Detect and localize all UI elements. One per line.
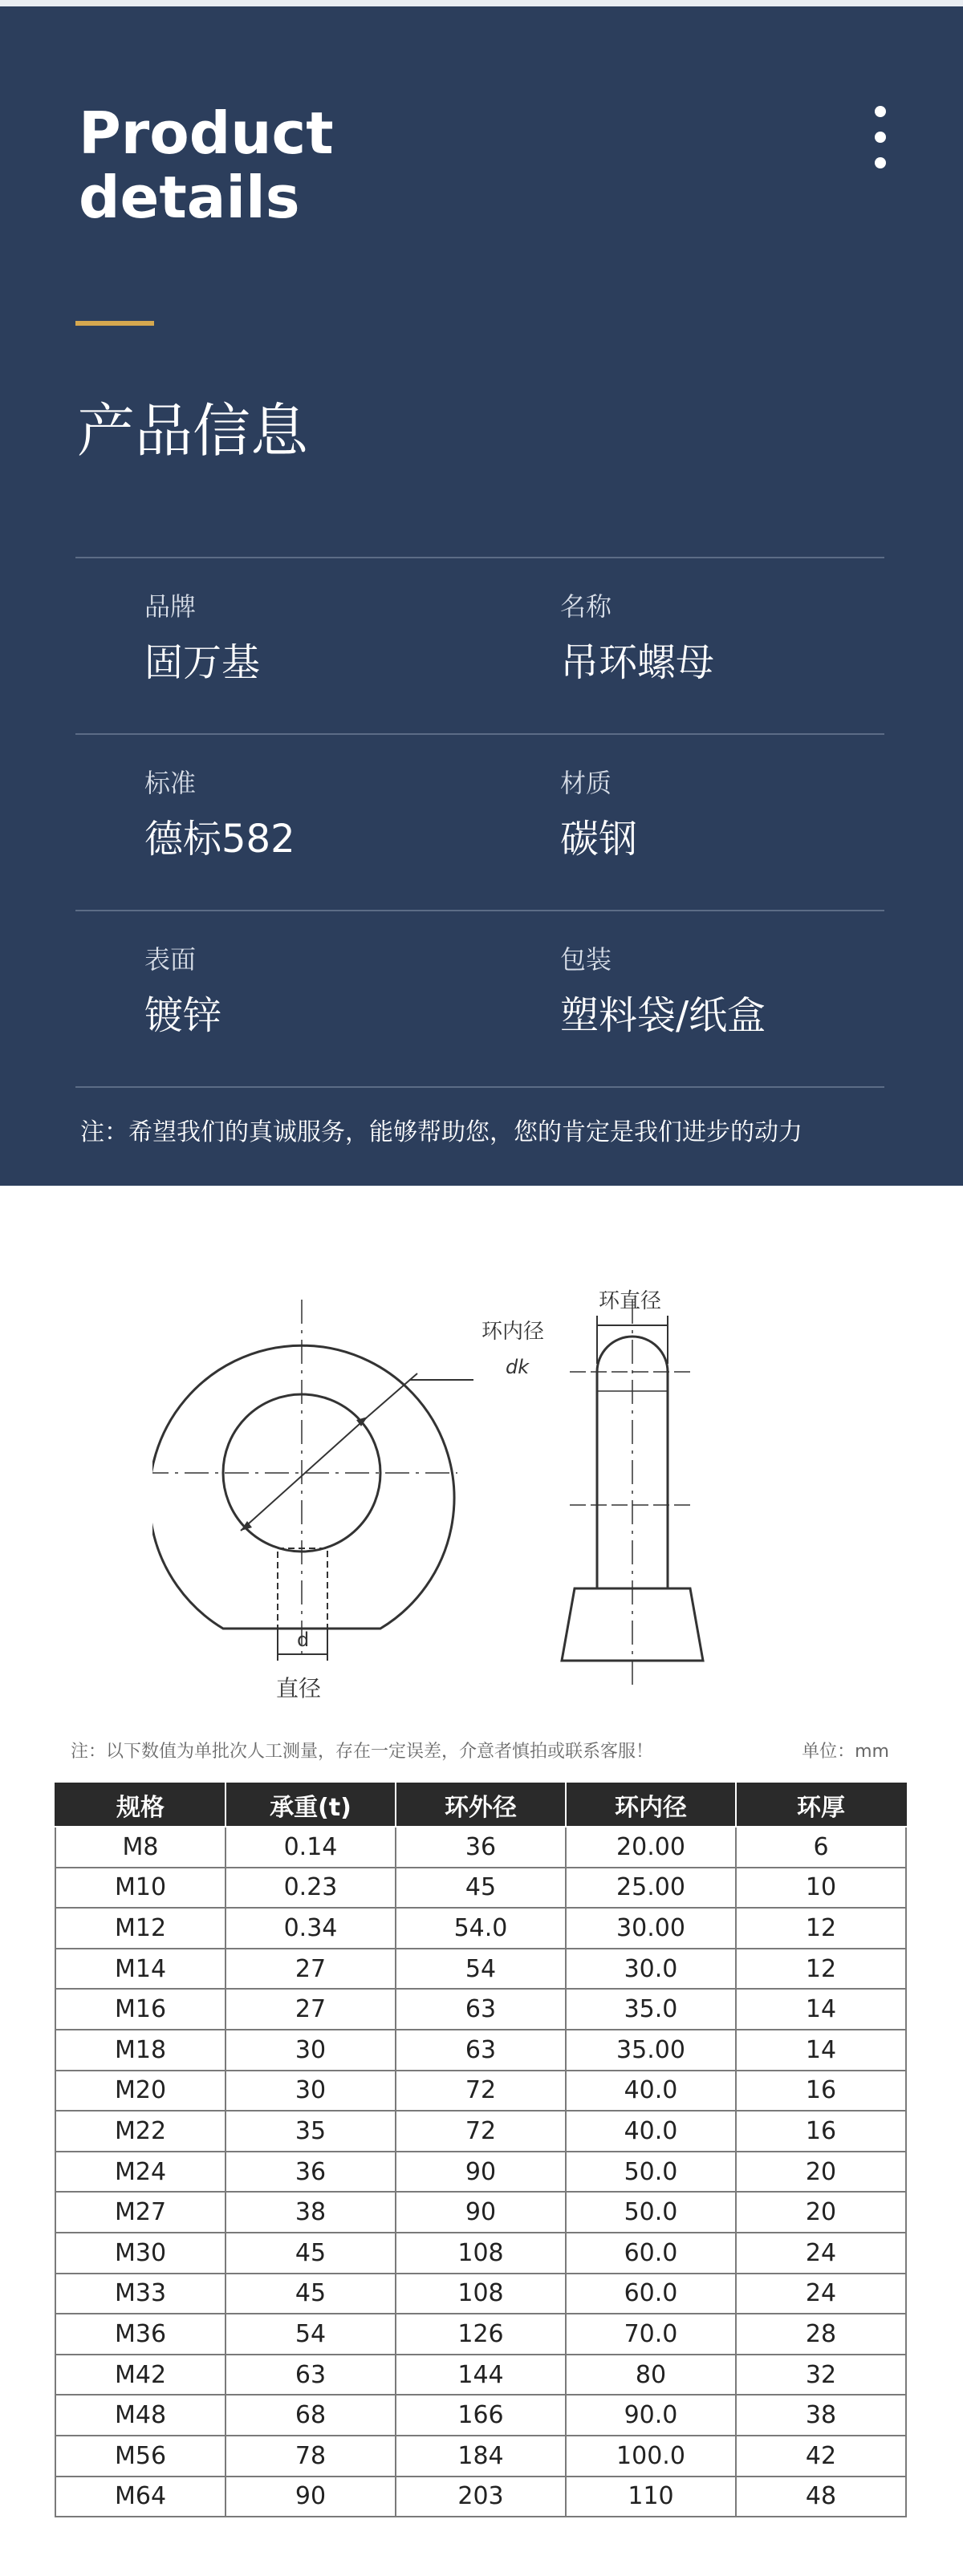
table-cell: M27 [55,2192,226,2233]
table-cell: M12 [55,1908,226,1949]
table-cell: 144 [396,2355,566,2395]
table-cell: 100.0 [566,2436,736,2477]
table-cell: 63 [396,2030,566,2071]
table-row [55,2274,906,2314]
label-d: d [297,1629,310,1651]
table-cell: 126 [396,2314,566,2355]
label-diameter: 直径 [276,1675,322,1702]
table-row [55,1827,906,1868]
table-row [55,2233,906,2274]
table-cell: 30 [226,2030,396,2071]
table-cell: 45 [226,2233,396,2274]
table-header-cell: 环外径 [396,1783,566,1827]
table-cell: 16 [736,2111,906,2152]
table-row [55,1949,906,1990]
size-spec-table [55,1783,907,2517]
hero-title [79,101,560,229]
table-cell: M36 [55,2314,226,2355]
accent-divider [75,321,154,326]
spec-value: 碳钢 [560,817,638,862]
table-cell: 108 [396,2274,566,2314]
table-cell: 40.0 [566,2111,736,2152]
table-cell: 24 [736,2274,906,2314]
table-header-cell: 规格 [55,1783,226,1827]
table-row [55,1989,906,2030]
spec-row [75,733,884,910]
table-body [55,1827,906,2517]
table-row [55,2030,906,2071]
table-cell: 38 [226,2192,396,2233]
spec-standard [144,767,295,863]
table-cell: M10 [55,1868,226,1909]
spec-brand [144,590,260,687]
measurement-note [71,1738,889,1767]
spec-value: 吊环螺母 [560,640,715,685]
table-cell: 0.23 [226,1868,396,1909]
table-cell: 72 [396,2071,566,2112]
table-cell: 24 [736,2233,906,2274]
table-cell: 54.0 [396,1908,566,1949]
spec-value: 固万基 [144,640,261,685]
table-cell: 78 [226,2436,396,2477]
table-cell: 60.0 [566,2274,736,2314]
table-cell: 20 [736,2152,906,2193]
unit-label: 单位：mm [802,1742,889,1762]
table-cell: 14 [736,2030,906,2071]
table-cell: M14 [55,1949,226,1990]
table-cell: 35 [226,2111,396,2152]
product-details-banner [0,0,963,1186]
spec-row [75,557,884,733]
table-header-cell: 环厚 [736,1783,906,1827]
table-cell: M22 [55,2111,226,2152]
table-cell: 42 [736,2436,906,2477]
table-cell: 63 [226,2355,396,2395]
table-cell: 36 [226,2152,396,2193]
table-cell: M16 [55,1989,226,2030]
table-row [55,2436,906,2477]
table-row [55,1868,906,1909]
table-cell: 30.0 [566,1949,736,1990]
table-cell: M20 [55,2071,226,2112]
table-cell: 50.0 [566,2192,736,2233]
table-cell: 63 [396,1989,566,2030]
table-cell: 48 [736,2477,906,2517]
service-note: 注：希望我们的真诚服务，能够帮助您，您的肯定是我们进步的动力 [80,1118,802,1146]
spec-label: 材质 [560,768,612,798]
table-row [55,2111,906,2152]
table-cell: 166 [396,2395,566,2436]
spec-value: 镀锌 [144,993,222,1038]
table-cell: M18 [55,2030,226,2071]
table-cell: 110 [566,2477,736,2517]
table-cell: 184 [396,2436,566,2477]
table-row [55,1908,906,1949]
table-cell: 90.0 [566,2395,736,2436]
table-cell: 35.0 [566,1989,736,2030]
table-header-cell: 承重(t) [226,1783,396,1827]
table-cell: 80 [566,2355,736,2395]
table-cell: 30.00 [566,1908,736,1949]
table-cell: 27 [226,1949,396,1990]
table-cell: 203 [396,2477,566,2517]
table-cell: M24 [55,2152,226,2193]
outer-ring [152,1345,454,1629]
table-cell: 10 [736,1868,906,1909]
spec-name [560,590,714,687]
section-title: 产品信息 [77,397,309,464]
table-cell: 20.00 [566,1827,736,1868]
table-cell: 36 [396,1827,566,1868]
spec-material [560,767,637,863]
table-cell: 0.14 [226,1827,396,1868]
table-cell: M42 [55,2355,226,2395]
table-header-row [55,1783,906,1827]
table-row [55,2355,906,2395]
table-cell: 45 [226,2274,396,2314]
label-inner-diameter: 环内径 [482,1320,545,1344]
table-cell: 0.34 [226,1908,396,1949]
spec-label: 包装 [560,944,612,975]
table-cell: 40.0 [566,2071,736,2112]
table-cell: M56 [55,2436,226,2477]
table-header-cell: 环内径 [566,1783,736,1827]
spec-surface [144,943,221,1040]
spec-grid [75,557,884,1088]
spec-label: 名称 [560,591,612,622]
table-cell: 14 [736,1989,906,2030]
spec-value: 塑料袋/纸盒 [560,993,766,1038]
table-cell: 32 [736,2355,906,2395]
table-cell: 30 [226,2071,396,2112]
table-cell: 27 [226,1989,396,2030]
table-cell: 45 [396,1868,566,1909]
table-cell: 12 [736,1949,906,1990]
table-row [55,2395,906,2436]
table-cell: 54 [226,2314,396,2355]
thread-shank [278,1548,327,1629]
table-cell: 38 [736,2395,906,2436]
table-cell: M8 [55,1827,226,1868]
label-ring-diameter: 环直径 [599,1289,662,1313]
table-cell: 16 [736,2071,906,2112]
more-menu-icon[interactable] [865,103,897,175]
spec-label: 标准 [144,768,197,798]
table-row [55,2192,906,2233]
table-cell: 50.0 [566,2152,736,2193]
table-cell: 68 [226,2395,396,2436]
table-cell: 90 [396,2192,566,2233]
spec-label: 表面 [144,944,197,975]
table-cell: 70.0 [566,2314,736,2355]
spec-label: 品牌 [144,591,197,622]
table-cell: 60.0 [566,2233,736,2274]
table-cell: M30 [55,2233,226,2274]
table-cell: 90 [226,2477,396,2517]
table-row [55,2314,906,2355]
hero-title-line2: details [79,164,300,231]
table-cell: 6 [736,1827,906,1868]
table-cell: M64 [55,2477,226,2517]
table-cell: 54 [396,1949,566,1990]
table-row [55,2071,906,2112]
label-dk: dk [506,1356,530,1378]
measurement-note-text: 注：以下数值为单批次人工测量，存在一定误差，介意者慎拍或联系客服！ [71,1742,654,1762]
table-row [55,2477,906,2517]
table-cell: M33 [55,2274,226,2314]
table-cell: 20 [736,2192,906,2233]
table-cell: 108 [396,2233,566,2274]
table-cell: 72 [396,2111,566,2152]
table-cell: 12 [736,1908,906,1949]
table-cell: M48 [55,2395,226,2436]
table-cell: 90 [396,2152,566,2193]
spec-row [75,910,884,1088]
table-cell: 28 [736,2314,906,2355]
table-cell: 25.00 [566,1868,736,1909]
table-row [55,2152,906,2193]
table-cell: 35.00 [566,2030,736,2071]
eye-nut-technical-drawing [152,1284,762,1717]
hero-title-line1: Product [79,99,334,167]
spec-packaging [560,943,766,1040]
spec-value: 德标582 [144,817,295,862]
